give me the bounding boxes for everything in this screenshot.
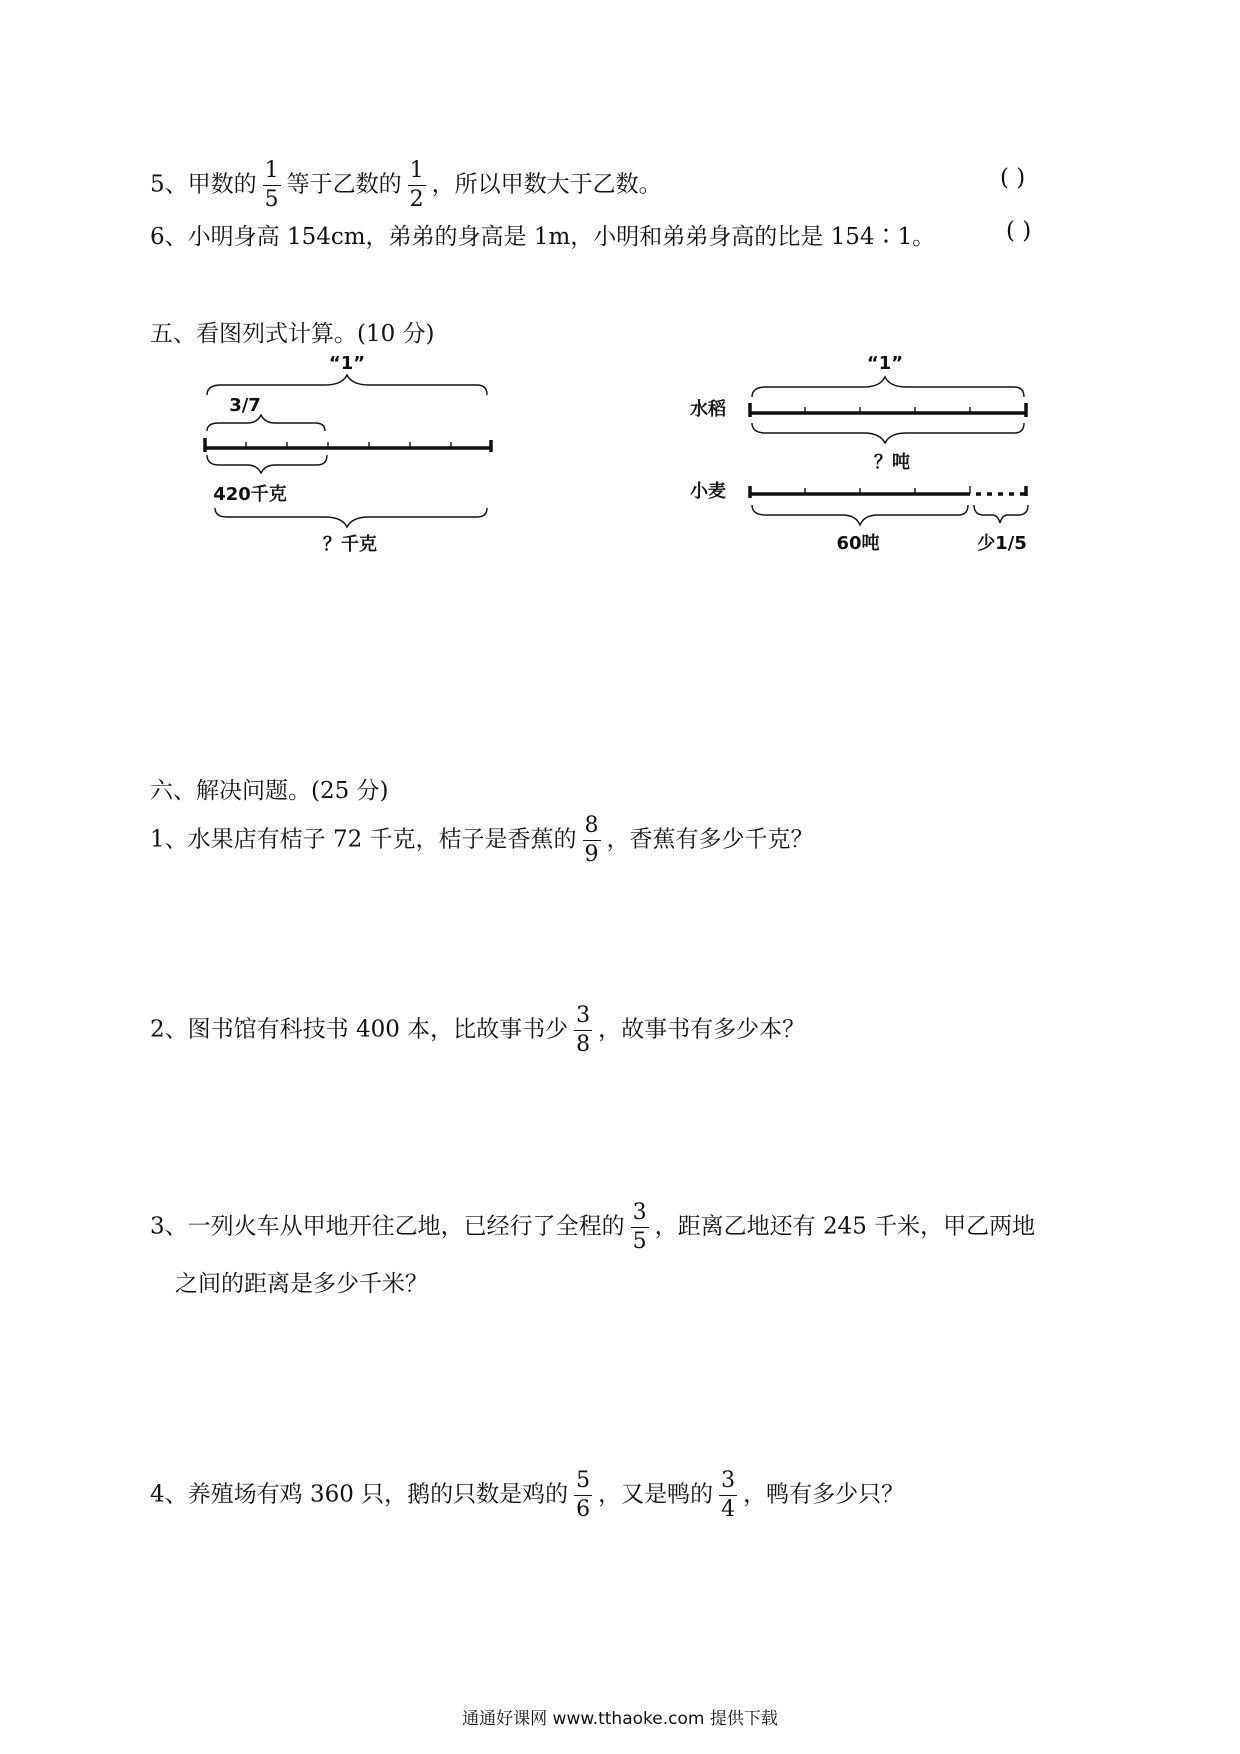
d2-known-brace <box>752 505 968 525</box>
d2-row2-name: 小麦 <box>690 481 726 502</box>
answer-paren-q5[interactable]: ( ) <box>1000 165 1026 191</box>
problem-3: 3、一列火车从甲地开往乙地，已经行了全程的 $\frac{3}{5}$ ，距离乙地还有 245 千米，甲乙两地 <box>150 1200 1036 1254</box>
d1-total-brace <box>207 375 487 395</box>
d1-part-label: 3/7 <box>229 395 261 416</box>
d2-row2-ticks <box>750 486 1026 498</box>
d1-total-label: “1” <box>328 353 366 374</box>
d1-ticks <box>205 438 491 452</box>
d2-row2-less: 少1/5 <box>977 533 1027 554</box>
problem-2: 2、图书馆有科技书 400 本，比故事书少 $\frac{3}{8}$ ，故事书有多少本？ <box>150 1003 806 1057</box>
fraction: $\frac{1}{2}$ <box>409 158 424 212</box>
footer-credit: 通通好课网 www.tthaoke.com 提供下载 <box>462 1709 778 1729</box>
fraction: $\frac{5}{6}$ <box>576 1468 591 1522</box>
fraction: $\frac{3}{4}$ <box>721 1468 736 1522</box>
d1-unknown-brace <box>215 508 487 527</box>
d1-known-brace <box>207 455 327 473</box>
d2-row2-known: 60吨 <box>836 533 880 554</box>
section5-title: 五、看图列式计算。(10 分) <box>150 321 435 347</box>
fraction: $\frac{8}{9}$ <box>584 813 599 867</box>
diagram2 <box>680 345 1050 560</box>
fraction: $\frac{1}{5}$ <box>264 158 279 212</box>
problem-3-line2: 之间的距离是多少千米？ <box>175 1271 428 1297</box>
problem-4: 4、养殖场有鸡 360 只，鹅的只数是鸡的 $\frac{5}{6}$ ，又是鸭的 $\frac{3}{4}$ ，鸭有多少只？ <box>150 1468 905 1522</box>
judge-q6: 6、小明身高 154cm，弟弟的身高是 1m，小明和弟弟身高的比是 154∶1。 <box>150 224 936 250</box>
section6-title: 六、解决问题。(25 分) <box>150 778 389 804</box>
d2-row1-ticks <box>750 403 1026 417</box>
d2-total-brace <box>752 377 1024 397</box>
judge-q5: 5、甲数的 $\frac{1}{5}$ 等于乙数的 $\frac{1}{2}$ ，所以甲数大于乙数。 <box>150 158 662 212</box>
d2-row1-brace <box>752 423 1024 443</box>
d1-part-brace <box>207 415 325 431</box>
fraction: $\frac{3}{8}$ <box>576 1003 591 1057</box>
diagram1 <box>195 345 515 555</box>
fraction: $\frac{3}{5}$ <box>632 1200 647 1254</box>
problem-1: 1、水果店有桔子 72 千克，桔子是香蕉的 $\frac{8}{9}$ ，香蕉有多少千克？ <box>150 813 814 867</box>
d2-row1-unknown: ？吨 <box>874 452 910 473</box>
d2-row1-name: 水稻 <box>690 399 726 420</box>
answer-paren-q6[interactable]: ( ) <box>1006 218 1032 244</box>
d1-unknown-label: ？千克 <box>323 534 377 555</box>
d1-known-label: 420千克 <box>213 484 287 505</box>
d2-total-label: “1” <box>866 353 904 374</box>
d2-less-brace <box>974 505 1028 523</box>
